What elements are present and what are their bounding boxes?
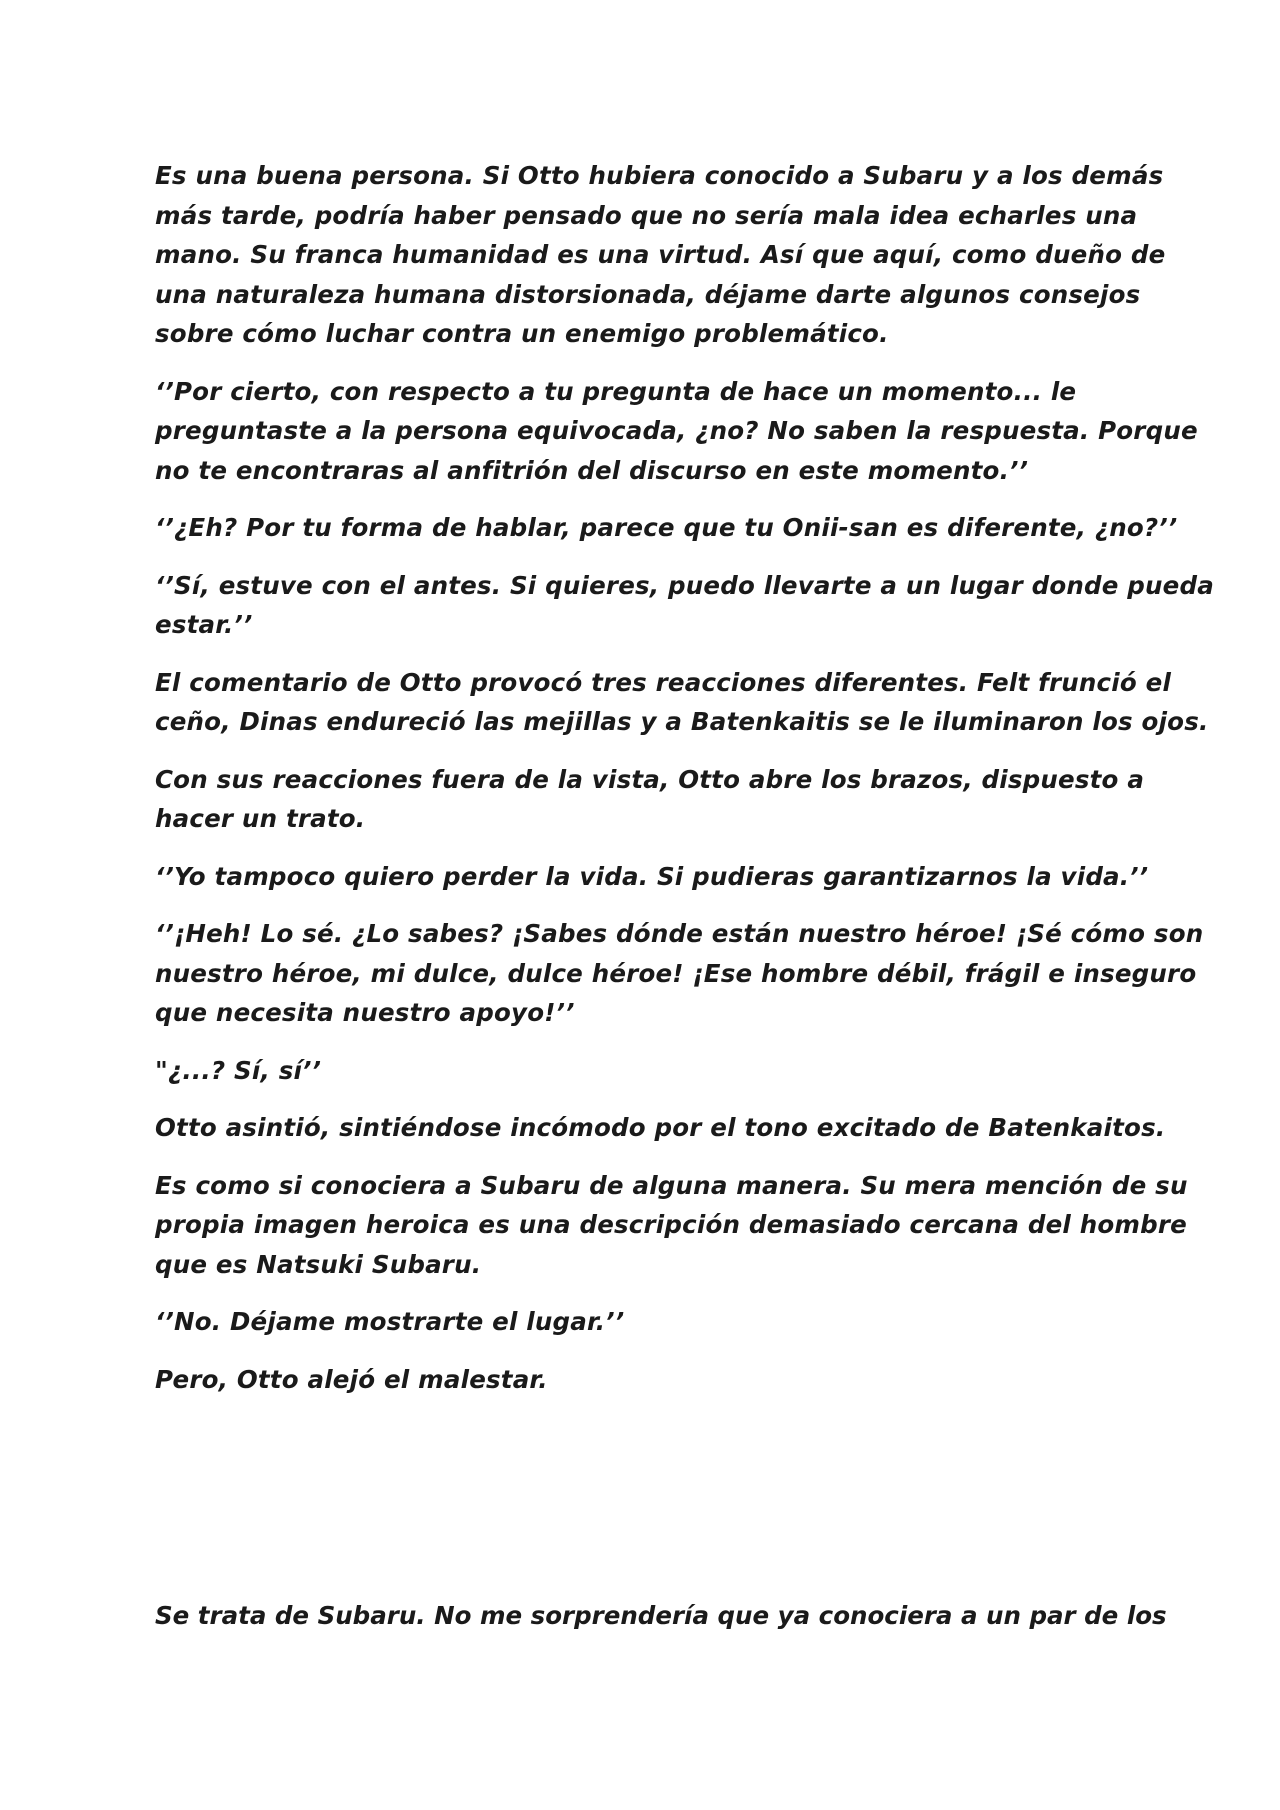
text-line: ‘’Yo tampoco quiero perder la vida. Si pudieras garantizarnos la vida.’’ — [155, 861, 1149, 891]
text-line: nuestro héroe, mi dulce, dulce héroe! ¡Ese hombre débil, frágil e inseguro — [155, 958, 1197, 988]
text-line: ‘’Por cierto, con respecto a tu pregunta de hace un momento... le — [155, 376, 1077, 406]
trailing-paragraph-line: Se trata de Subaru. No me sorprendería que ya conociera a un par de los — [155, 1601, 1167, 1630]
text-line: Es una buena persona. Si Otto hubiera conocido a Subaru y a los demás — [155, 161, 1164, 190]
text-line: ‘’Sí, estuve con el antes. Si quieres, puedo llevarte a un lugar donde pueda — [155, 570, 1214, 600]
paragraph — [155, 1360, 1140, 1400]
paragraph — [155, 857, 1149, 897]
paragraph — [155, 372, 1198, 491]
text-line: que necesita nuestro apoyo!’’ — [155, 998, 575, 1027]
paragraph — [155, 1051, 1140, 1091]
paragraph — [155, 566, 1214, 645]
paragraph — [155, 914, 1204, 1033]
text-line: propia imagen heroica es una descripción demasiado cercana del hombre — [155, 1210, 1187, 1239]
text-line: ceño, Dinas endureció las mejillas y a Batenkaitis se le iluminaron los ojos. — [155, 707, 1209, 736]
text-line: hacer un trato. — [155, 804, 366, 833]
paragraph — [155, 508, 1178, 548]
body-text — [155, 156, 1214, 1417]
text-line: ‘’¡Heh! Lo sé. ¿Lo sabes? ¡Sabes dónde están nuestro héroe! ¡Sé cómo son — [155, 919, 1204, 948]
text-line: El comentario de Otto provocó tres reacciones diferentes. Felt frunció el — [155, 667, 1172, 697]
text-line: "¿...? Sí, sí’’ — [155, 1055, 322, 1085]
text-line: una naturaleza humana distorsionada, déjame darte algunos consejos — [155, 279, 1141, 309]
text-line: Otto asintió, sintiéndose incómodo por el tono excitado de Batenkaitos. — [155, 1113, 1166, 1142]
text-line: Con sus reacciones fuera de la vista, Otto abre los brazos, dispuesto a — [155, 764, 1145, 794]
text-line: preguntaste a la persona equivocada, ¿no? No saben la respuesta. Porque — [155, 416, 1198, 445]
text-line: Es como si conociera a Subaru de alguna manera. Su mera mención de su — [155, 1170, 1188, 1200]
text-line: sobre cómo luchar contra un enemigo problemático. — [155, 319, 889, 348]
paragraph — [155, 1166, 1188, 1285]
text-line: mano. Su franca humanidad es una virtud. Así que aquí, como dueño de — [155, 240, 1166, 269]
paragraph — [155, 1302, 1140, 1342]
text-line: más tarde, podría haber pensado que no sería mala idea echarles una — [155, 200, 1138, 230]
paragraph — [155, 1108, 1166, 1148]
text-line: no te encontraras al anfitrión del discurso en este momento.’’ — [155, 455, 1029, 485]
paragraph — [155, 663, 1209, 742]
paragraph — [155, 156, 1166, 354]
text-line: ‘’¿Eh? Por tu forma de hablar, parece que tu Onii-san es diferente, ¿no?’’ — [155, 513, 1178, 542]
text-line: que es Natsuki Subaru. — [155, 1249, 482, 1279]
text-line: ‘’No. Déjame mostrarte el lugar.’’ — [155, 1307, 625, 1336]
paragraph — [155, 760, 1145, 839]
text-line: estar.’’ — [155, 610, 253, 639]
text-line: Pero, Otto alejó el malestar. — [155, 1364, 548, 1394]
